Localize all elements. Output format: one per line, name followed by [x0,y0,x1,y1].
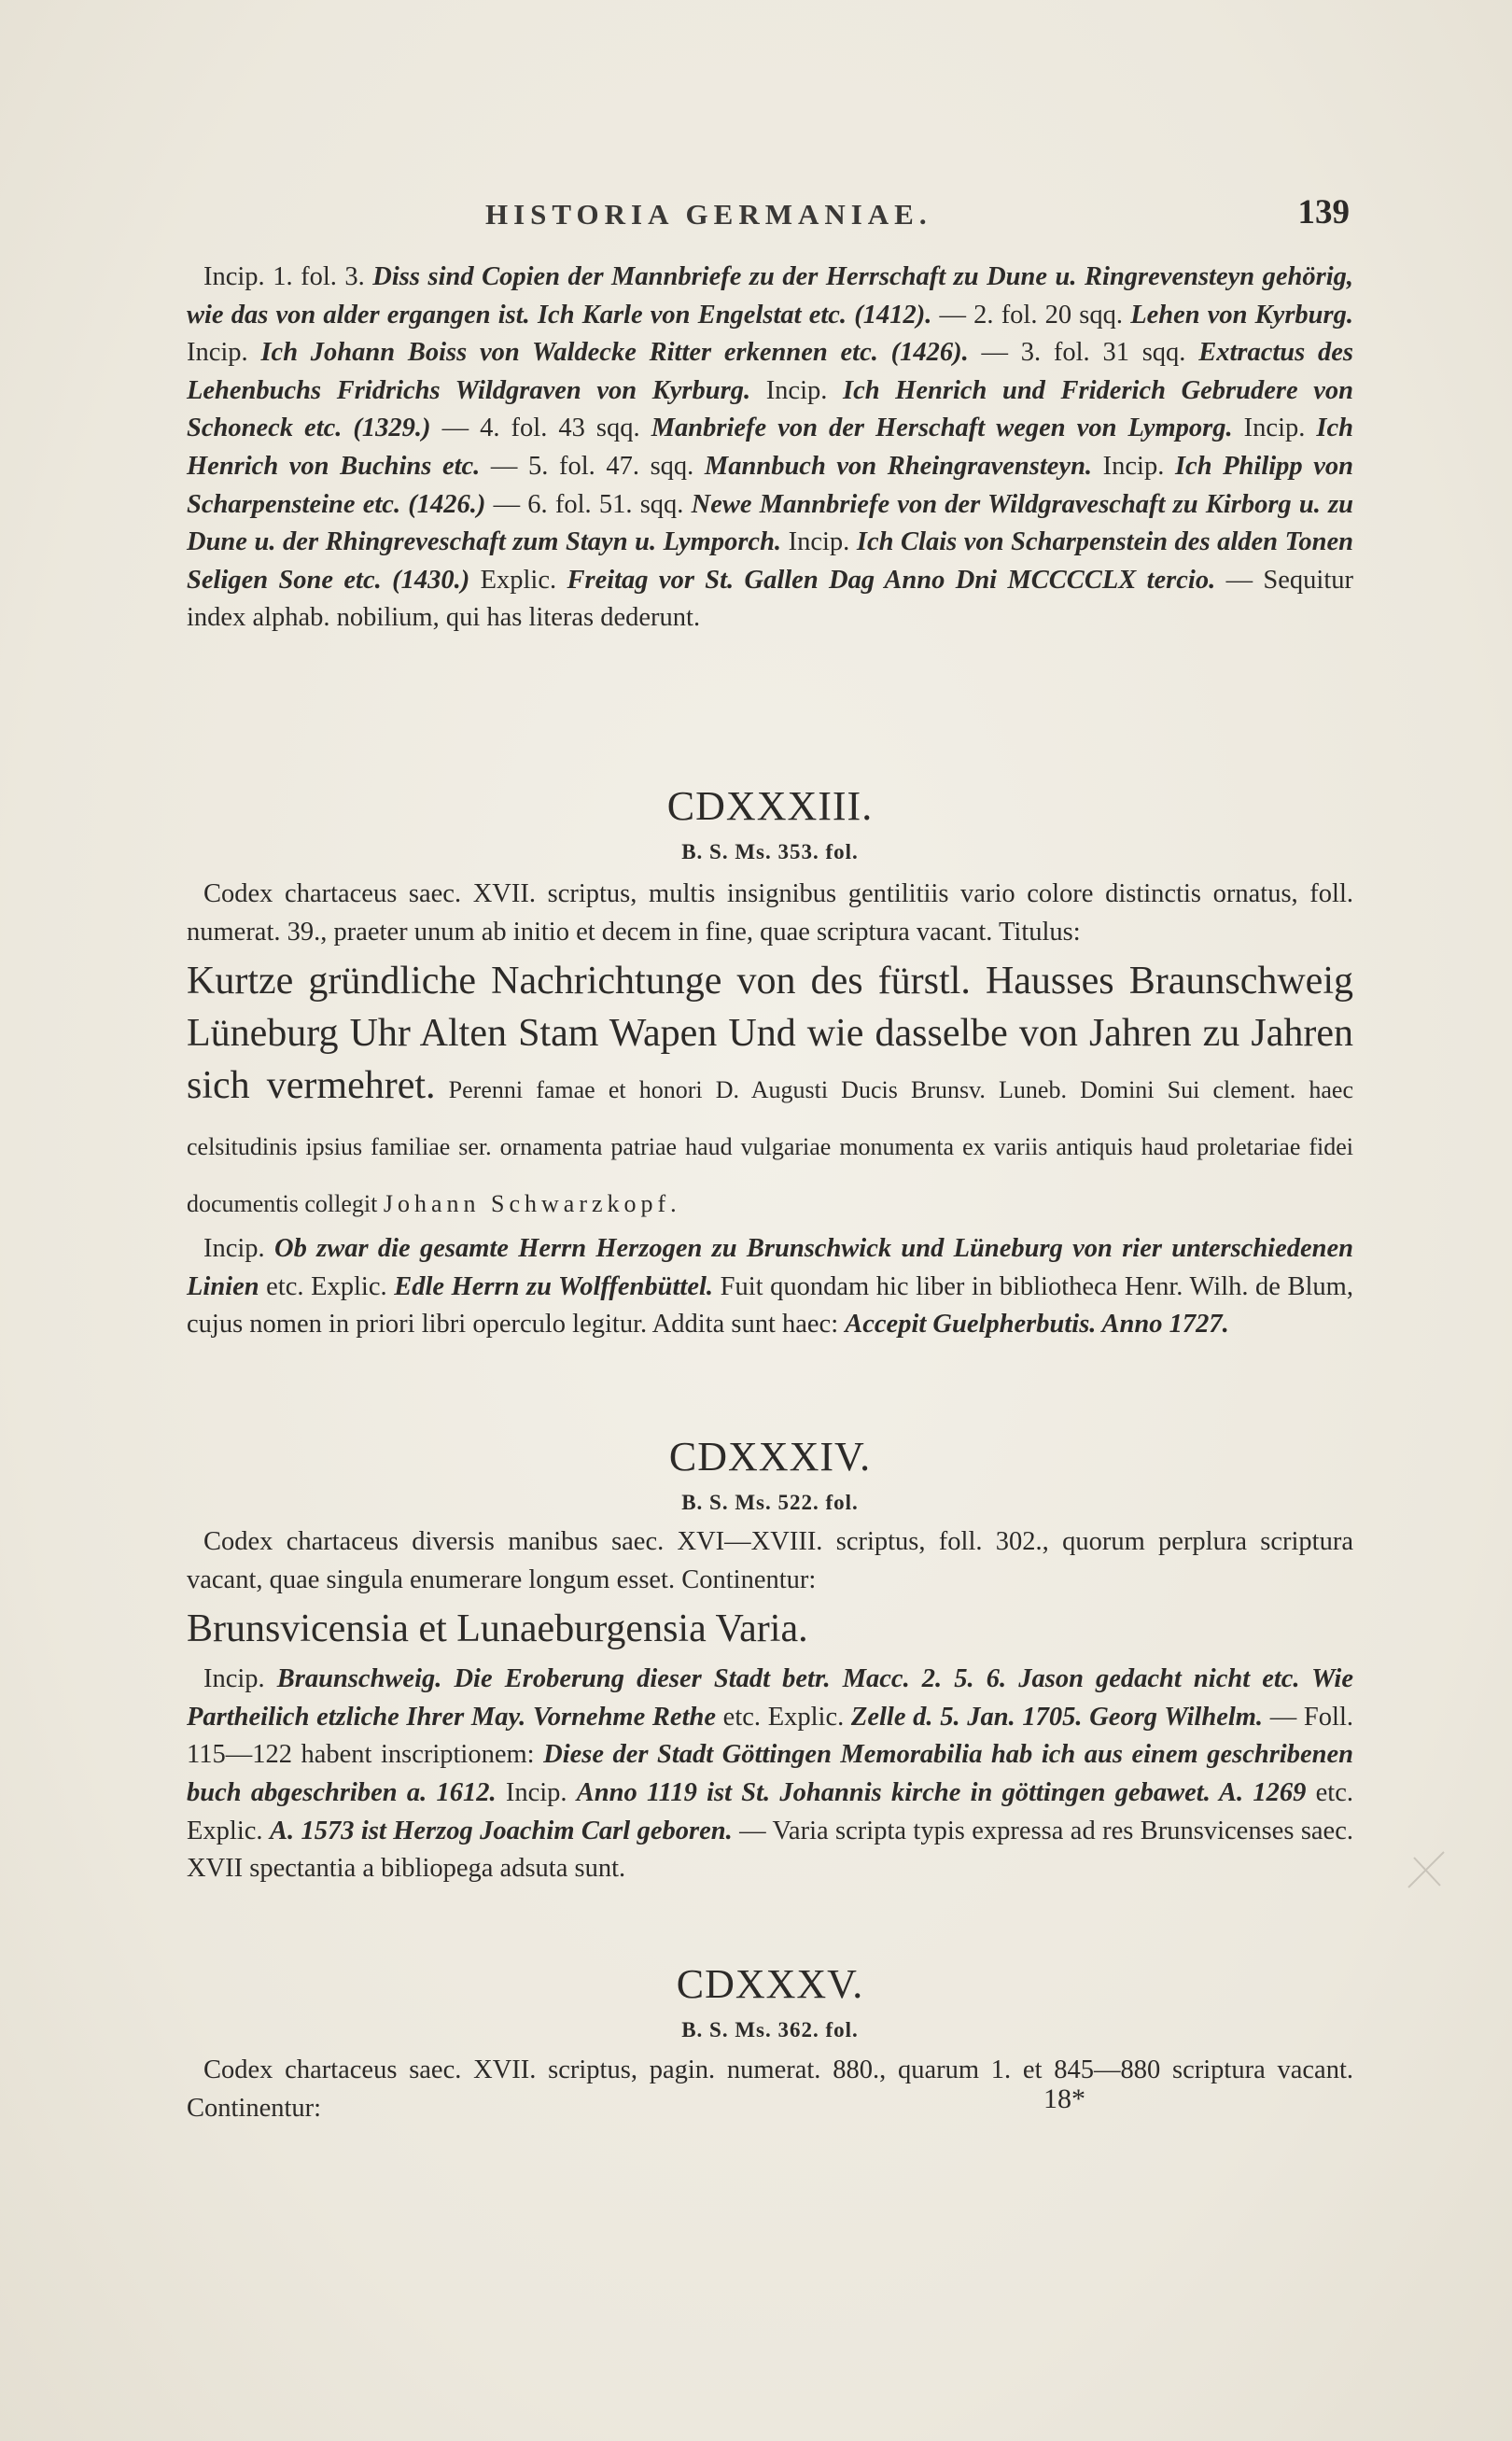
codex-434-description: Codex chartaceus diversis manibus saec. XVI—XVIII. scriptus, foll. 302., quorum perplura scriptura vacant, quae singula enumerare longum esset. Continentur: [187,1527,1353,1594]
pencil-cross-mark [1405,1848,1448,1891]
page-header [187,193,1353,235]
shelfmark-433: B. S. Ms. 353. fol. [681,840,859,863]
codex-434-body [187,1523,1353,1888]
codex-433-description: Codex chartaceus saec. XVII. scriptus, multis insignibus gentilitiis vario colore distinctis ornatus, foll. numerat. 39., praeter unum ab initio et decem in fine, quae scriptura vacant. Titulus: [187,879,1353,947]
codex-number-434: CDXXXIV. [668,1434,872,1480]
codex-433-title [187,955,1353,1230]
shelfmark-435: B. S. Ms. 362. fol. [681,2018,859,2041]
shelfmark-434: B. S. Ms. 522. fol. [681,1491,859,1514]
entry-continuation-paragraph: Incip. 1. fol. 3. Diss sind Copien der Mannbriefe zu der Herrschaft zu Dune u. Ringrevensteyn gehörig, wie das von alder ergangen ist. Ich Karle von Engelstat etc. (1412). — 2. fol. 20 sqq. Lehen von Kyrburg. Incip. Ich Johann Boiss von Waldecke Ritter erkennen etc. (1426). — 3. fol. 31 sqq. Extractus des Lehenbuchs Fridrichs Wildgraven von Kyrburg. Incip. Ich Henrich und Friderich Gebrudere von Schoneck etc. (1329.) — 4. fol. 43 sqq. Manbriefe von der Herschaft wegen von Lymporg. Incip. Ich Henrich von Buchins etc. — 5. fol. 47. sqq. Mannbuch von Rheingravensteyn. Incip. Ich Philipp von Scharpensteine etc. (1426.) — 6. fol. 51. sqq. Newe Mannbriefe von der Wildgraveschaft zu Kirborg u. zu Dune u. der Rhingreveschaft zum Stayn u. Lymporch. Incip. Ich Clais von Scharpenstein des alden Tonen Seligen Sone etc. (1430.) Explic. Freitag vor St. Gallen Dag Anno Dni MCCCCLX tercio. — Sequitur index alphab. nobilium, qui has literas dederunt. [187,262,1354,633]
running-title: HISTORIA GERMANIAE. [485,198,932,231]
codex-435-body [187,2052,1353,2127]
codex-435-description: Codex chartaceus saec. XVII. scriptus, pagin. numerat. 880., quarum 1. et 845—880 scriptura vacant. Continentur: [187,2055,1353,2123]
codex-434-title: Brunsvicensia et Lunaeburgensia Varia. [187,1607,808,1651]
codex-433-body [187,876,1353,1344]
codex-433-dedication: Perenni famae et honori D. Augusti Ducis Brunsv. Luneb. Domini Sui clement. haec celsitudinis ipsius familiae ser. ornamenta patriae haud vulgariae monumenta ex variis antiquis haud proletariae fidei documentis collegit [187,1076,1354,1218]
codex-434-incipit: Incip. Braunschweig. Die Eroberung dieser Stadt betr. Macc. 2. 5. 6. Jason gedacht nicht etc. Wie Partheilich etzliche Ihrer May. Vornehme Rethe etc. Explic. Zelle d. 5. Jan. 1705. Georg Wilhelm. — Foll. 115—122 habent inscriptionem: Diese der Stadt Göttingen Memorabilia hab ich aus einem geschribenen buch abgeschriben a. 1612. Incip. Anno 1119 ist St. Johannis kirche in göttingen gebawet. A. 1269 etc. Explic. A. 1573 ist Herzog Joachim Carl geboren. — Varia scripta typis expressa ad res Brunsvicenses saec. XVII spectantia a bibliopega adsuta sunt. [187,1664,1353,1884]
codex-433-incipit: Incip. Ob zwar die gesamte Herrn Herzogen zu Brunschwick und Lüneburg von rier unterschiedenen Linien etc. Explic. Edle Herrn zu Wolffenbüttel. Fuit quondam hic liber in bibliotheca Henr. Wilh. de Blum, cujus nomen in priori libri operculo legitur. Addita sunt haec: Accepit Guelpherbutis. Anno 1727. [187,1234,1354,1340]
page-number: 139 [1297,193,1350,231]
codex-number-435: CDXXXV. [676,1961,864,2007]
codex-433-title-large: Kurtze gründliche Nachrichtunge von des fürstl. Hausses Braunschweig Lüneburg Uhr Alten Stam Wapen Und wie dasselbe von Jahren zu Jahren sich vermehret. [187,960,1353,1108]
codex-number-433: CDXXXIII. [666,783,874,829]
signature-mark: 18* [1043,2083,1085,2114]
codex-433-collector: Johann Schwarzkopf. [383,1190,681,1218]
